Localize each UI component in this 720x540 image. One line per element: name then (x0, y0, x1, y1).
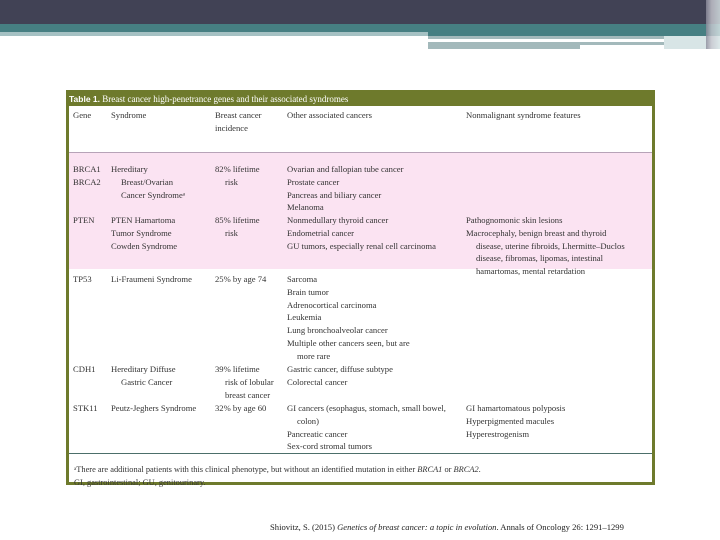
table-cell-gene (73, 214, 94, 227)
decor-line (0, 32, 428, 36)
column-header-nonmalignant-features (466, 109, 581, 122)
cell-line: PTEN Hamartoma (111, 215, 176, 225)
cell-line: Sarcoma (287, 274, 318, 284)
header-text: Nonmalignant syndrome features (466, 110, 581, 120)
footnote-text: ᵃThere are additional patients with this clinical phenotype, but without an identified mutation in either (74, 465, 418, 474)
cell-line: 82% lifetime (215, 164, 260, 174)
table-cell-gene (73, 363, 95, 376)
cell-line: Cancer Syndromeᵃ (121, 189, 186, 200)
cell-line: Cowden Syndrome (111, 240, 178, 251)
footnote-abbreviations: GI, gastrointestinal; GU, genitourinary. (74, 477, 206, 487)
cell-line: STK11 (73, 403, 98, 413)
citation-source: . Annals of Oncology 26: 1291–1299 (496, 522, 624, 532)
decor-edge (706, 0, 720, 49)
header-text: Syndrome (111, 110, 147, 120)
table-title-text: Breast cancer high-penetrance genes and their associated syndromes (102, 94, 349, 104)
table-footnotes (74, 464, 481, 489)
table-cell-incidence (215, 273, 266, 286)
cell-line: Pathognomonic skin lesions (466, 215, 563, 225)
column-header-syndrome (111, 109, 146, 122)
table-cell-nonmalignant-features (466, 214, 625, 278)
decor-line (428, 36, 664, 39)
cell-line: risk (225, 227, 238, 238)
decor-line (428, 45, 580, 49)
cell-line: Hereditary Diffuse (111, 364, 176, 374)
table-cell-other-cancers (287, 273, 410, 363)
column-header-incidence (215, 109, 262, 135)
table-figure (66, 90, 655, 485)
footnote-text: . (478, 465, 481, 474)
cell-line: Endometrial cancer (287, 227, 355, 238)
header-text: Other associated cancers (287, 110, 372, 120)
table-cell-gene (73, 402, 98, 415)
table-cell-syndrome (111, 214, 177, 252)
table-cell-syndrome (111, 402, 196, 415)
table-cell-syndrome (111, 273, 192, 286)
cell-line: 85% lifetime (215, 215, 260, 225)
table-cell-other-cancers (287, 163, 403, 214)
cell-line: Tumor Syndrome (111, 227, 172, 238)
cell-line: Colorectal cancer (287, 376, 348, 387)
cell-line: disease, fibromas, lipomas, intestinal (476, 253, 603, 264)
table-title (69, 92, 348, 106)
cell-line: hamartomas, mental retardation (476, 266, 586, 277)
table-cell-other-cancers (287, 402, 446, 453)
table-cell-other-cancers (287, 363, 393, 389)
column-header-other-cancers (287, 109, 372, 122)
header-text: incidence (215, 122, 248, 133)
gene-italic: BRCA1 (417, 465, 443, 474)
table-cell-other-cancers (287, 214, 436, 252)
cell-line: PTEN (73, 215, 95, 225)
table-cell-gene (73, 163, 101, 189)
cell-line: Lung bronchoalveolar cancer (287, 325, 388, 336)
header-text: Gene (73, 110, 92, 120)
cell-line: GI cancers (esophagus, stomach, small bowel, (287, 403, 446, 413)
cell-line: BRCA2 (73, 176, 101, 187)
citation-authors: Shiovitz, S. (2015) (270, 522, 338, 532)
gene-italic: BRCA2 (453, 465, 479, 474)
cell-line: GU tumors, especially renal cell carcinoma (287, 240, 436, 251)
cell-line: Li-Fraumeni Syndrome (111, 274, 192, 284)
table-cell-nonmalignant-features (466, 402, 565, 440)
citation (270, 522, 624, 532)
header-band (0, 0, 720, 24)
table-cell-incidence (215, 363, 274, 401)
table-cell-incidence (215, 402, 266, 415)
cell-line: GI hamartomatous polyposis (466, 403, 566, 413)
table-cell-incidence (215, 163, 260, 189)
header-divider (69, 152, 652, 153)
table-cell-syndrome (111, 163, 185, 201)
table-label: Table 1. (69, 94, 101, 104)
cell-line: 32% by age 60 (215, 403, 267, 413)
cell-line: Breast/Ovarian (121, 176, 174, 187)
cell-line: Macrocephaly, benign breast and thyroid (466, 227, 607, 238)
table-body (69, 106, 652, 487)
cell-line: risk of lobular (225, 376, 274, 387)
cell-line: Ovarian and fallopian tube cancer (287, 164, 404, 174)
cell-line: 39% lifetime (215, 364, 260, 374)
cell-line: CDH1 (73, 364, 96, 374)
cell-line: risk (225, 176, 238, 187)
footnote-a (74, 464, 481, 477)
cell-line: colon) (297, 415, 319, 426)
cell-line: Peutz-Jeghers Syndrome (111, 403, 197, 413)
cell-line: BRCA1 (73, 164, 101, 174)
cell-line: Hyperestrogenism (466, 428, 530, 439)
cell-line: Prostate cancer (287, 176, 340, 187)
cell-line: TP53 (73, 274, 92, 284)
cell-line: Brain tumor (287, 286, 329, 297)
cell-line: Hyperpigmented macules (466, 415, 555, 426)
cell-line: Hereditary (111, 164, 148, 174)
table-cell-gene (73, 273, 92, 286)
citation-title: Genetics of breast cancer: a topic in evolution (337, 522, 497, 532)
column-header-gene (73, 109, 91, 122)
cell-line: Multiple other cancers seen, but are (287, 337, 410, 348)
table-cell-incidence (215, 214, 260, 240)
table-cell-syndrome (111, 363, 176, 389)
header-accent-band (0, 24, 720, 32)
footnote-text: or (442, 465, 454, 474)
cell-line: Nonmedullary thyroid cancer (287, 215, 389, 225)
cell-line: Pancreatic cancer (287, 428, 348, 439)
cell-line: Gastric Cancer (121, 376, 173, 387)
cell-line: more rare (297, 350, 331, 361)
cell-line: 25% by age 74 (215, 274, 267, 284)
header-text: Breast cancer (215, 110, 262, 120)
cell-line: Sex-cord stromal tumors (287, 441, 372, 452)
cell-line: Gastric cancer, diffuse subtype (287, 364, 393, 374)
cell-line: disease, uterine fibroids, Lhermitte–Duclos (476, 240, 625, 251)
cell-line: Melanoma (287, 202, 324, 213)
cell-line: Pancreas and biliary cancer (287, 189, 382, 200)
cell-line: Leukemia (287, 312, 322, 323)
cell-line: Adrenocortical carcinoma (287, 299, 377, 310)
cell-line: breast cancer (225, 389, 271, 400)
